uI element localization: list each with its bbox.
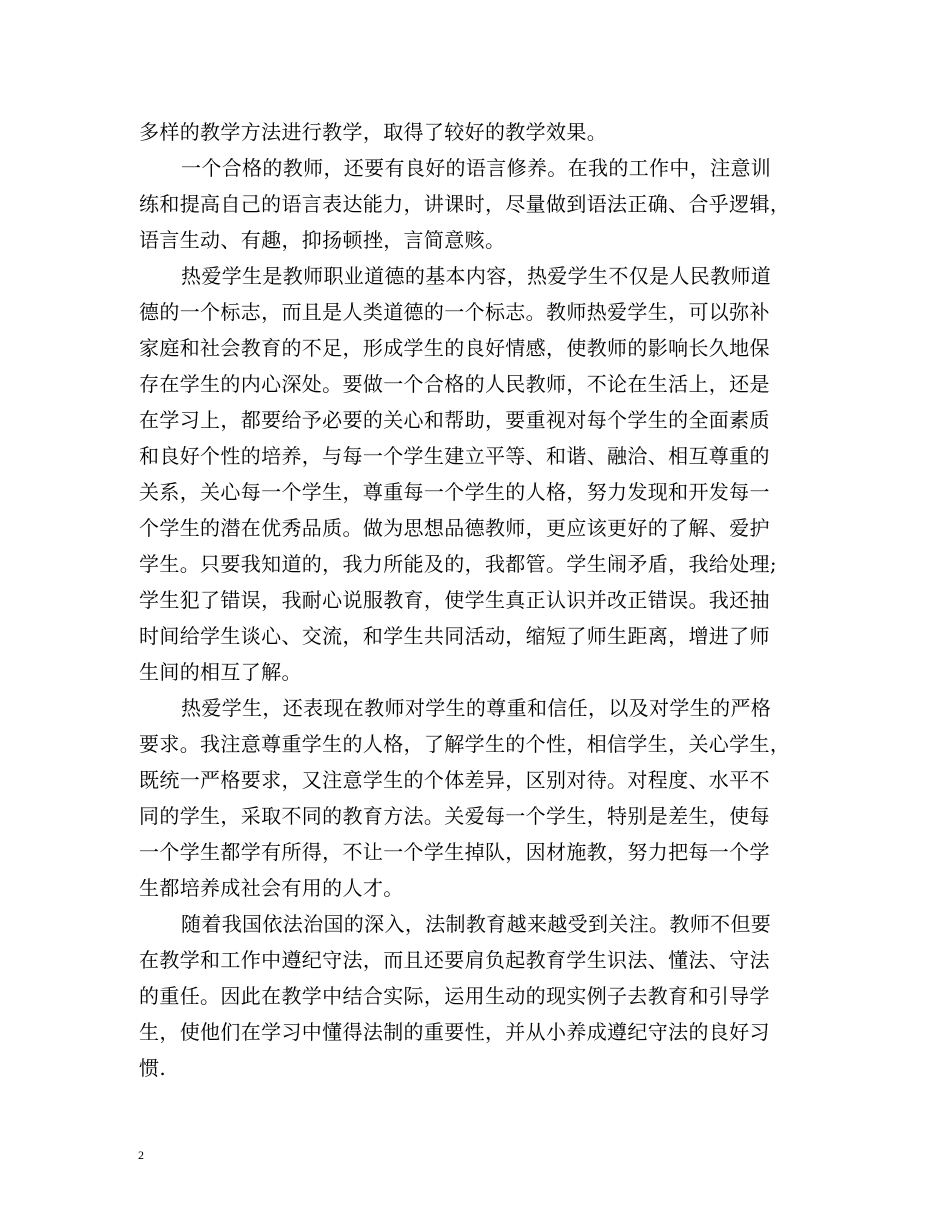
text-line: 学生犯了错误，我耐心说服教育，使学生真正认识并改正错误。我还抽 bbox=[139, 588, 770, 612]
page-number: 2 bbox=[138, 1148, 144, 1162]
text-line: 语言生动、有趣，抑扬顿挫，言简意赅。 bbox=[139, 228, 506, 252]
paragraph-first-line: 热爱学生，还表现在教师对学生的尊重和信任，以及对学生的严格 bbox=[181, 696, 772, 720]
text-line: 练和提高自己的语言表达能力，讲课时，尽量做到语法正确、合乎逻辑， bbox=[139, 192, 791, 216]
text-line: 在学习上，都要给予必要的关心和帮助，要重视对每个学生的全面素质 bbox=[139, 408, 770, 432]
text-line: 时间给学生谈心、交流，和学生共同活动，缩短了师生距离，增进了师 bbox=[139, 624, 770, 648]
text-line: 同的学生，采取不同的教育方法。关爱每一个学生，特别是差生，使每 bbox=[139, 804, 770, 828]
paragraph-first-line: 一个合格的教师，还要有良好的语言修养。在我的工作中，注意训 bbox=[181, 156, 772, 180]
text-line: 家庭和社会教育的不足，形成学生的良好情感，使教师的影响长久地保 bbox=[139, 336, 770, 360]
text-line: 既统一严格要求，又注意学生的个体差异，区别对待。对程度、水平不 bbox=[139, 768, 770, 792]
text-line: 德的一个标志，而且是人类道德的一个标志。教师热爱学生，可以弥补 bbox=[139, 300, 770, 324]
text-line: 个学生的潜在优秀品质。做为思想品德教师，更应该更好的了解、爱护 bbox=[139, 516, 770, 540]
text-line: 要求。我注意尊重学生的人格，了解学生的个性，相信学生，关心学生， bbox=[139, 732, 791, 756]
text-line: 学生。只要我知道的，我力所能及的，我都管。学生闹矛盾，我给处理; bbox=[139, 552, 777, 576]
text-line: 在教学和工作中遵纪守法，而且还要肩负起教育学生识法、懂法、守法 bbox=[139, 948, 770, 972]
text-line: 多样的教学方法进行教学，取得了较好的教学效果。 bbox=[139, 120, 608, 144]
text-line: 惯. bbox=[139, 1056, 167, 1080]
text-line: 存在学生的内心深处。要做一个合格的人民教师，不论在生活上，还是 bbox=[139, 372, 770, 396]
text-line: 和良好个性的培养，与每一个学生建立平等、和谐、融洽、相互尊重的 bbox=[139, 444, 770, 468]
text-line: 关系，关心每一个学生，尊重每一个学生的人格，努力发现和开发每一 bbox=[139, 480, 770, 504]
text-line: 一个学生都学有所得，不让一个学生掉队，因材施教，努力把每一个学 bbox=[139, 840, 770, 864]
paragraph-first-line: 随着我国依法治国的深入，法制教育越来越受到关注。教师不但要 bbox=[181, 912, 772, 936]
text-line: 生间的相互了解。 bbox=[139, 660, 302, 684]
text-line: 生，使他们在学习中懂得法制的重要性，并从小养成遵纪守法的良好习 bbox=[139, 1020, 770, 1044]
text-line: 的重任。因此在教学中结合实际，运用生动的现实例子去教育和引导学 bbox=[139, 984, 770, 1008]
paragraph-first-line: 热爱学生是教师职业道德的基本内容，热爱学生不仅是人民教师道 bbox=[181, 264, 772, 288]
text-line: 生都培养成社会有用的人才。 bbox=[139, 876, 404, 900]
